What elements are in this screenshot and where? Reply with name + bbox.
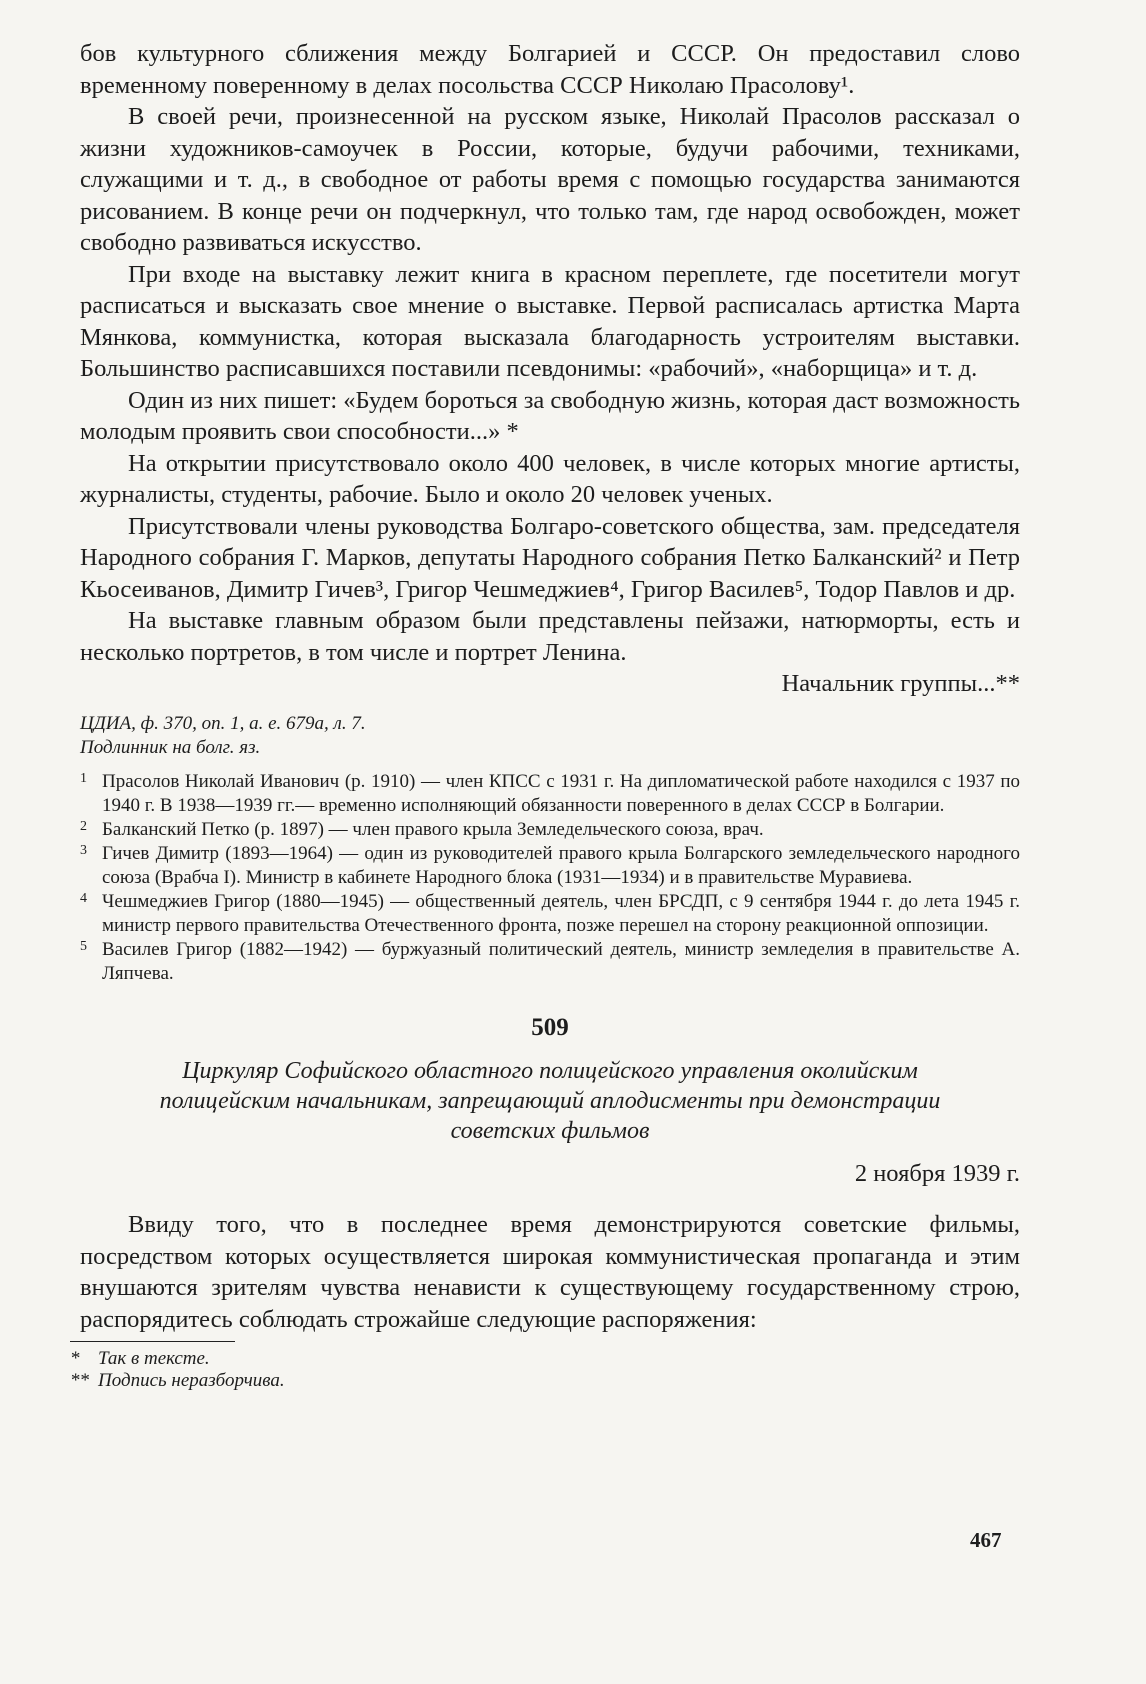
footnote: 5 Василев Григор (1882—1942) — буржуазный политический деятель, министр земледелия в правительстве А. Ляпчева.: [80, 938, 1020, 984]
document-heading: Циркуляр Софийского областного полицейского управления околийским полицейским начальникам, запрещающий аплодисменты при демонстрации советских фильмов: [159, 1057, 941, 1144]
paragraph-guestbook: При входе на выставку лежит книга в красном переплете, где посетители могут расписаться и высказать свое мнение о выставке. Первой расписалась артистка Марта Мянкова, коммунистка, которая высказала благодарность устроителям выставки. Большинство расписавшихся поставили псевдонимы: «рабочий», «наборщица» и т. д.: [80, 260, 1020, 382]
paragraph-continuation: бов культурного сближения между Болгарией и СССР. Он предоставил слово временному поверенному в делах посольства СССР Николаю Прасолову¹.: [80, 40, 1020, 99]
document-page: [70, 38, 1021, 1392]
editorial-notes: [70, 1348, 1020, 1392]
archive-language-note: Подлинник на болг. яз.: [80, 736, 261, 758]
paragraph-quote: Один из них пишет: «Будем бороться за свободную жизнь, которая даст возможность молодым проявить свои способности...» *: [80, 386, 1021, 445]
editorial-note: * Так в тексте.: [70, 1348, 210, 1369]
archive-source: [80, 712, 1020, 760]
paragraph-speech: В своей речи, произнесенной на русском языке, Николай Прасолов рассказал о жизни художников-самоучек в России, которые, будучи рабочими, техниками, служащими и т. д., в свободное от работы время с помощью государства занимаются рисованием. В конце речи он подчеркнул, что только там, где народ освобожден, может свободно развиваться искусство.: [80, 103, 1020, 256]
footnote: 3 Гичев Димитр (1893—1964) — один из руководителей правого крыла Болгарского земледельческого народного союза (Врабча I). Министр в кабинете Народного блока (1931—1934) и в правительстве Муравиева.: [80, 842, 1020, 888]
paragraph-officials: Присутствовали члены руководства Болгаро-советского общества, зам. председателя Народного собрания Г. Марков, депутаты Народного собрания Петко Балканский² и Петр Кьосеиванов, Димитр Гичев³, Григор Чешмеджиев⁴, Григор Василев⁵, Тодор Павлов и др.: [80, 512, 1020, 603]
document-body: Ввиду того, что в последнее время демонстрируются советские фильмы, посредством которых осуществляется широкая коммунистическая пропаганда и этим внушаются зрителям чувства ненависти к существующему государственному строю, распорядитесь соблюдать строжайше следующие распоряжения:: [80, 1211, 1020, 1333]
footnote: 4 Чешмеджиев Григор (1880—1945) — общественный деятель, член БРСДП, с 9 сентября 1944 г. до лета 1945 г. министр первого правительства Отечественного фронта, позже перешел на сторону реакционной оппозиции.: [80, 890, 1020, 936]
page-number: 467: [970, 1528, 1002, 1552]
footnote-divider: [70, 1341, 235, 1342]
signature-line: Начальник группы...**: [781, 670, 1020, 697]
document-number: 509: [531, 1013, 569, 1041]
footnote: 1 Прасолов Николай Иванович (р. 1910) — член КПСС с 1931 г. На дипломатической работе находился с 1937 по 1940 г. В 1938—1939 гг.— временно исполняющий обязанности поверенного в делах СССР в Болгарии.: [80, 770, 1020, 816]
archive-reference: ЦДИА, ф. 370, оп. 1, а. е. 679а, л. 7.: [80, 712, 366, 734]
paragraph-exhibits: На выставке главным образом были представлены пейзажи, натюрморты, есть и несколько портретов, в том числе и портрет Ленина.: [80, 607, 1020, 666]
document-date: 2 ноября 1939 г.: [854, 1159, 1020, 1187]
paragraph-attendance: На открытии присутствовало около 400 человек, в числе которых многие артисты, журналисты, студенты, рабочие. Было и около 20 человек ученых.: [80, 449, 1020, 508]
editorial-note: ** Подпись неразборчива.: [70, 1370, 285, 1391]
footnote: 2 Балканский Петко (р. 1897) — член правого крыла Земледельческого союза, врач.: [80, 818, 764, 840]
footnotes-list: [80, 770, 1020, 986]
